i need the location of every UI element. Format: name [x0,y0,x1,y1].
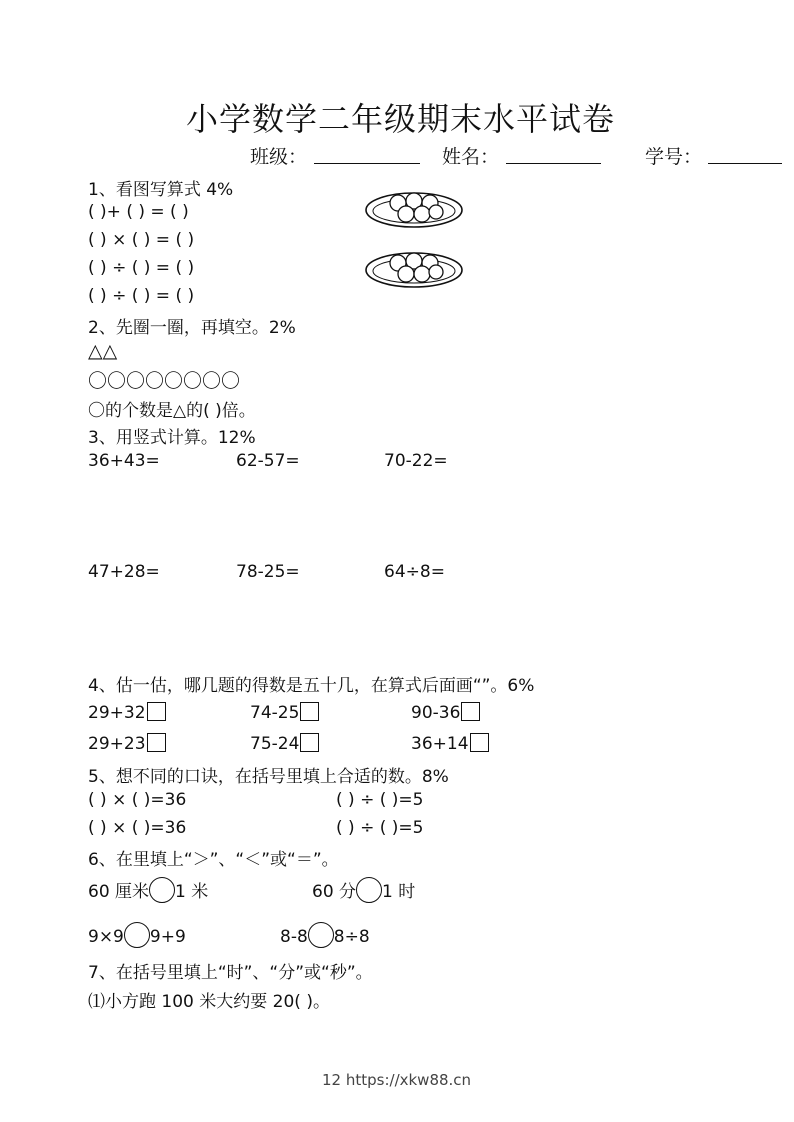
q4-item: 75-24 [250,733,319,754]
answer-box[interactable] [470,733,489,752]
student-id-field[interactable] [708,163,782,164]
q5-right-2: ( ) ÷ ( )=5 [336,818,424,838]
compare-circle[interactable] [124,922,150,948]
q1-row-3: ( ) ÷ ( ) = ( ) [88,258,195,278]
answer-box[interactable] [300,733,319,752]
q1-row-2: ( ) × ( ) = ( ) [88,230,195,250]
answer-box[interactable] [300,702,319,721]
compare-circle[interactable] [149,877,175,903]
q4-item: 74-25 [250,702,319,723]
q7-heading: 7、在括号里填上“时”、“分”或“秒”。 [88,963,373,983]
q4-item: 29+32 [88,702,166,723]
q3-heading: 3、用竖式计算。12% [88,428,256,448]
q5-right-1: ( ) ÷ ( )=5 [336,790,424,810]
compare-circle[interactable] [308,922,334,948]
answer-box[interactable] [147,733,166,752]
q4-item: 36+14 [411,733,489,754]
q6-item: 60 厘米 1 米 [88,877,208,903]
page-footer: 12 https://xkw88.cn [322,1071,472,1089]
answer-box[interactable] [147,702,166,721]
q2-heading: 2、先圈一圈，再填空。2% [88,318,296,338]
answer-box[interactable] [461,702,480,721]
q3-problem-5: 78-25= [236,562,300,582]
q3-problem-3: 70-22= [384,451,448,471]
q5-left-1: ( ) × ( )=36 [88,790,187,810]
q5-left-2: ( ) × ( )=36 [88,818,187,838]
plate-with-apples-icon [362,188,466,232]
student-id-label: 学号： [645,146,703,168]
q2-triangles: △△ [88,340,118,362]
q6-item: 8-8 8÷8 [280,922,370,948]
q2-circles: 〇〇〇〇〇〇〇〇 [88,370,241,392]
q1-row-4: ( ) ÷ ( ) = ( ) [88,286,195,306]
q4-heading: 4、估一估，哪几题的得数是五十几，在算式后面画“”。6% [88,676,535,696]
name-label: 姓名： [442,146,500,168]
q4-item: 90-36 [411,702,480,723]
q6-heading: 6、在里填上“＞”、“＜”或“＝”。 [88,850,339,870]
q4-item: 29+23 [88,733,166,754]
class-label: 班级： [250,146,308,168]
q1-heading: 1、看图写算式 4% [88,180,234,200]
q6-item: 60 分 1 时 [312,877,415,903]
q3-problem-6: 64÷8= [384,562,445,582]
q2-statement: 〇的个数是△的( )倍。 [88,401,256,421]
plate-with-apples-icon [362,248,466,292]
q3-problem-4: 47+28= [88,562,160,582]
q3-problem-2: 62-57= [236,451,300,471]
q7-item-1: ⑴小方跑 100 米大约要 20( )。 [88,992,330,1012]
q1-row-1: ( )+ ( ) = ( ) [88,202,189,222]
q6-item: 9×9 9+9 [88,922,186,948]
q5-heading: 5、想不同的口诀，在括号里填上合适的数。8% [88,767,449,787]
compare-circle[interactable] [356,877,382,903]
class-field[interactable] [314,163,420,164]
name-field[interactable] [506,163,601,164]
q3-problem-1: 36+43= [88,451,160,471]
page-title: 小学数学二年级期末水平试卷 [186,100,616,138]
